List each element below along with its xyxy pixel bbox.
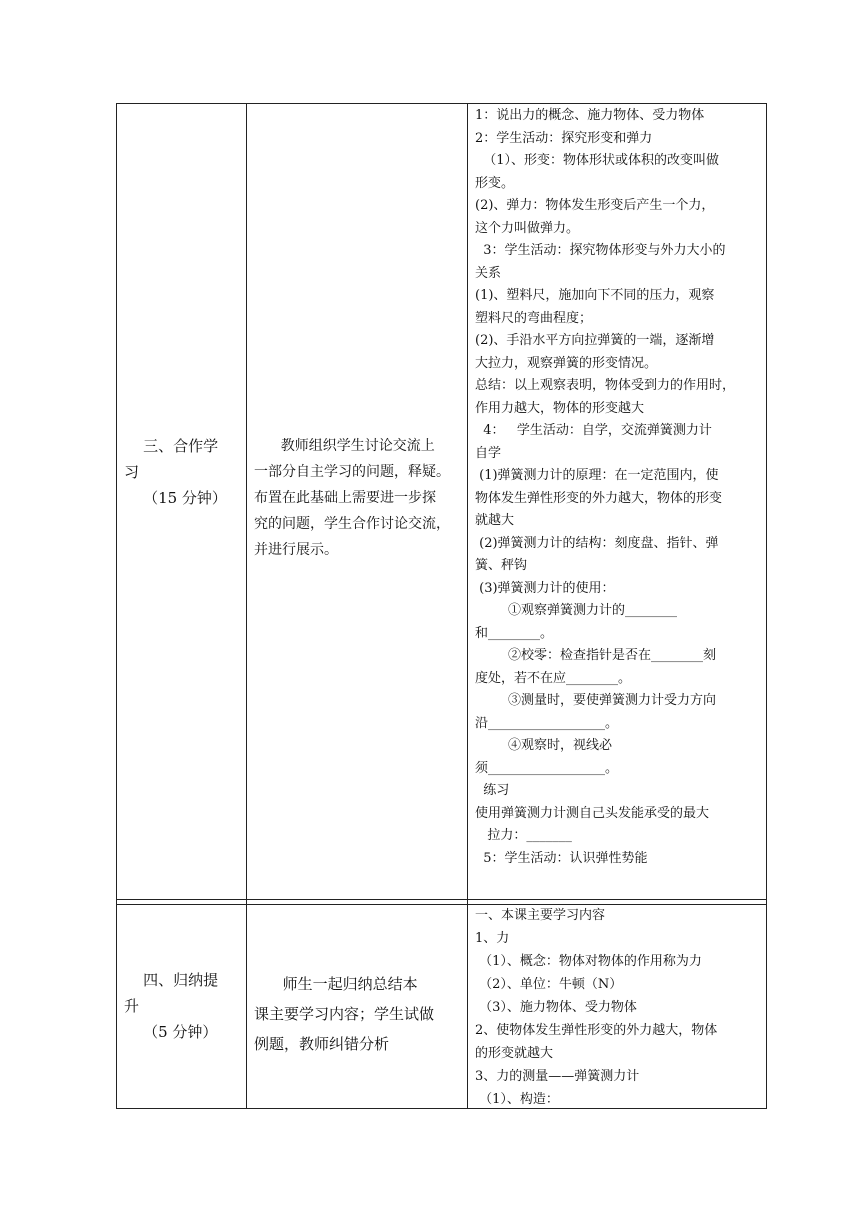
content-line: 练习 bbox=[475, 783, 510, 798]
column-divider-2 bbox=[467, 103, 468, 1109]
content-line: 这个力叫做弹力。 bbox=[475, 220, 580, 236]
content-line: ②校零：检查指针是否在________刻 bbox=[475, 648, 717, 663]
content-line: 3、力的测量——弹簧测力计 bbox=[475, 1069, 640, 1084]
stage-line: 升 bbox=[124, 997, 140, 1015]
content-line: (1)、塑料尺，施加向下不同的压力，观察 bbox=[475, 288, 715, 303]
content-line: (3)弹簧测力计的使用： bbox=[475, 580, 615, 596]
content-line: 4： 学生活动：自学，交流弹簧测力计 bbox=[475, 423, 712, 438]
content-line: 1、力 bbox=[475, 931, 510, 946]
content-line: 2、使物体发生弹性形变的外力越大，物体 bbox=[475, 1023, 718, 1038]
content-line: 拉力：_______ bbox=[475, 828, 572, 843]
content-line: ④观察时，视线必 bbox=[475, 738, 613, 753]
content-line: 作用力越大，物体的形变越大 bbox=[475, 400, 645, 416]
column-divider-1 bbox=[246, 103, 247, 1109]
row-content-cell bbox=[475, 105, 765, 870]
content-line: 物体发生弹性形变的外力越大，物体的形变 bbox=[475, 490, 723, 506]
content-line: 度处，若不在应________。 bbox=[475, 670, 632, 686]
content-line: （3）、施力物体、受力物体 bbox=[475, 1000, 637, 1015]
content-line: （1）、形变：物体形状或体积的改变叫做 bbox=[475, 153, 720, 168]
content-line: 形变。 bbox=[475, 175, 515, 191]
method-line: 究的问题，学生合作讨论交流， bbox=[254, 516, 450, 532]
method-line: 布置在此基础上需要进一步探 bbox=[254, 490, 436, 506]
content-line: 的形变就越大 bbox=[475, 1046, 554, 1061]
content-line: 须__________________。 bbox=[475, 760, 619, 776]
row-divider-1 bbox=[116, 899, 767, 900]
method-line: 并进行展示。 bbox=[254, 542, 338, 558]
row-stage-cell bbox=[124, 967, 244, 1045]
method-line: 教师组织学生讨论交流上 bbox=[254, 438, 435, 454]
method-line: 课主要学习内容；学生试做 bbox=[254, 1005, 435, 1023]
content-line: (2)、手沿水平方向拉弹簧的一端，逐渐增 bbox=[475, 333, 715, 348]
content-line: 一、本课主要学习内容 bbox=[475, 908, 606, 923]
content-line: (2)弹簧测力计的结构：刻度盘、指针、弹 bbox=[475, 535, 719, 551]
row-stage-cell bbox=[124, 433, 244, 511]
method-line: 一部分自主学习的问题，释疑。 bbox=[254, 464, 450, 480]
row-method-cell bbox=[254, 969, 466, 1059]
content-line: 3：学生活动：探究物体形变与外力大小的 bbox=[475, 243, 726, 258]
stage-line: 四、归纳提 bbox=[124, 971, 219, 989]
method-line: 例题，教师纠错分析 bbox=[254, 1035, 390, 1053]
table-border-top bbox=[116, 103, 767, 104]
stage-line: （5 分钟） bbox=[124, 1023, 218, 1041]
content-line: 关系 bbox=[475, 265, 502, 281]
stage-line: 习 bbox=[124, 463, 140, 481]
table-border-left bbox=[116, 103, 117, 1109]
content-line: 沿__________________。 bbox=[475, 715, 619, 731]
content-line: 簧、秤钩 bbox=[475, 558, 528, 573]
content-line: （2）、单位：牛顿（N） bbox=[475, 977, 623, 992]
content-line: 5：学生活动：认识弹性势能 bbox=[475, 850, 648, 866]
content-line: 总结：以上观察表明，物体受到力的作用时， bbox=[475, 378, 736, 393]
content-line: 2：学生活动：探究形变和弹力 bbox=[475, 130, 653, 146]
content-line: 和________。 bbox=[475, 625, 554, 641]
stage-line: 三、合作学 bbox=[124, 437, 219, 455]
content-line: 自学 bbox=[475, 445, 502, 461]
content-line: （1）、构造： bbox=[475, 1092, 559, 1107]
content-line: (1)弹簧测力计的原理：在一定范围内，使 bbox=[475, 468, 719, 483]
row-method-cell bbox=[254, 433, 466, 563]
content-line: ①观察弹簧测力计的________ bbox=[475, 603, 678, 618]
content-line: 塑料尺的弯曲程度； bbox=[475, 310, 593, 326]
stage-line: （15 分钟） bbox=[124, 489, 227, 507]
lesson-table bbox=[116, 103, 767, 1109]
content-line: （1）、概念：物体对物体的作用称为力 bbox=[475, 954, 702, 969]
method-line: 师生一起归纳总结本 bbox=[254, 975, 418, 993]
content-line: 使用弹簧测力计测自己头发能承受的最大 bbox=[475, 805, 710, 821]
content-line: 大拉力，观察弹簧的形变情况。 bbox=[475, 355, 658, 371]
content-line: 就越大 bbox=[475, 513, 515, 528]
table-border-right bbox=[766, 103, 767, 1109]
content-line: 1：说出力的概念、施力物体、受力物体 bbox=[475, 108, 705, 123]
row-content-cell bbox=[475, 904, 765, 1111]
content-line: ③测量时，要使弹簧测力计受力方向 bbox=[475, 693, 717, 708]
content-line: (2)、弹力：物体发生形变后产生一个力， bbox=[475, 198, 715, 213]
